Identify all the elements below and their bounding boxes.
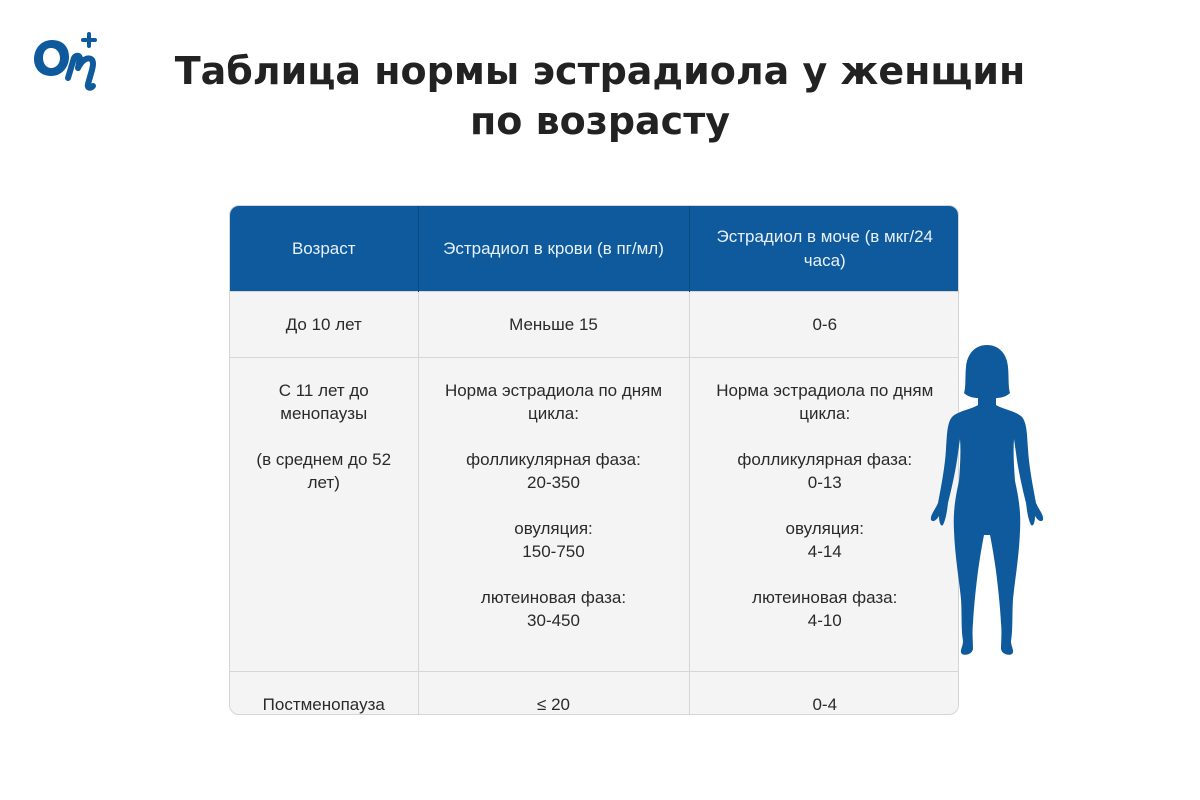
page-title: [0, 46, 1200, 146]
table-row: [230, 292, 959, 358]
header-urine: Эстрадиол в моче (в мкг/24 часа): [689, 206, 959, 292]
cell-urine: [689, 358, 959, 672]
ovulation-label: овуляция:: [514, 519, 593, 538]
cell-age: [230, 358, 418, 672]
cell-urine: 0-6: [689, 292, 959, 358]
luteal-value: 4-10: [807, 611, 842, 630]
follicular-value: 20-350: [527, 473, 580, 492]
table-header-row: [230, 206, 959, 292]
table-row: [230, 358, 959, 672]
follicular-label: фолликулярная фаза:: [466, 450, 641, 469]
ovulation-label: овуляция:: [785, 519, 865, 538]
cell-urine: 0-4: [689, 672, 959, 716]
cell-blood: ≤ 20: [418, 672, 689, 716]
cell-blood: [418, 358, 689, 672]
follicular-value: 0-13: [807, 473, 842, 492]
ovulation-value: 4-14: [807, 542, 842, 561]
cell-age: Постменопауза: [230, 672, 418, 716]
ovulation-value: 150-750: [522, 542, 585, 561]
luteal-label: лютеиновая фаза:: [752, 588, 898, 607]
age-average-text: (в среднем до 52 лет): [256, 450, 392, 492]
age-range-text: С 11 лет до менопаузы: [278, 381, 369, 423]
title-line-1: Таблица нормы эстрадиола у женщин: [174, 49, 1026, 93]
cycle-intro: Норма эстрадиола по дням цикла:: [716, 381, 934, 423]
title-line-2: по возрасту: [470, 99, 730, 143]
luteal-label: лютеиновая фаза:: [480, 588, 627, 607]
cell-age: До 10 лет: [230, 292, 418, 358]
header-blood: Эстрадиол в крови (в пг/мл): [418, 206, 689, 292]
luteal-value: 30-450: [527, 611, 580, 630]
woman-silhouette-icon: [928, 343, 1046, 658]
cycle-intro: Норма эстрадиола по дням цикла:: [444, 381, 663, 423]
estradiol-table: [229, 205, 959, 715]
follicular-label: фолликулярная фаза:: [737, 450, 913, 469]
header-age: Возраст: [230, 206, 418, 292]
table-row: [230, 672, 959, 716]
cell-blood: Меньше 15: [418, 292, 689, 358]
